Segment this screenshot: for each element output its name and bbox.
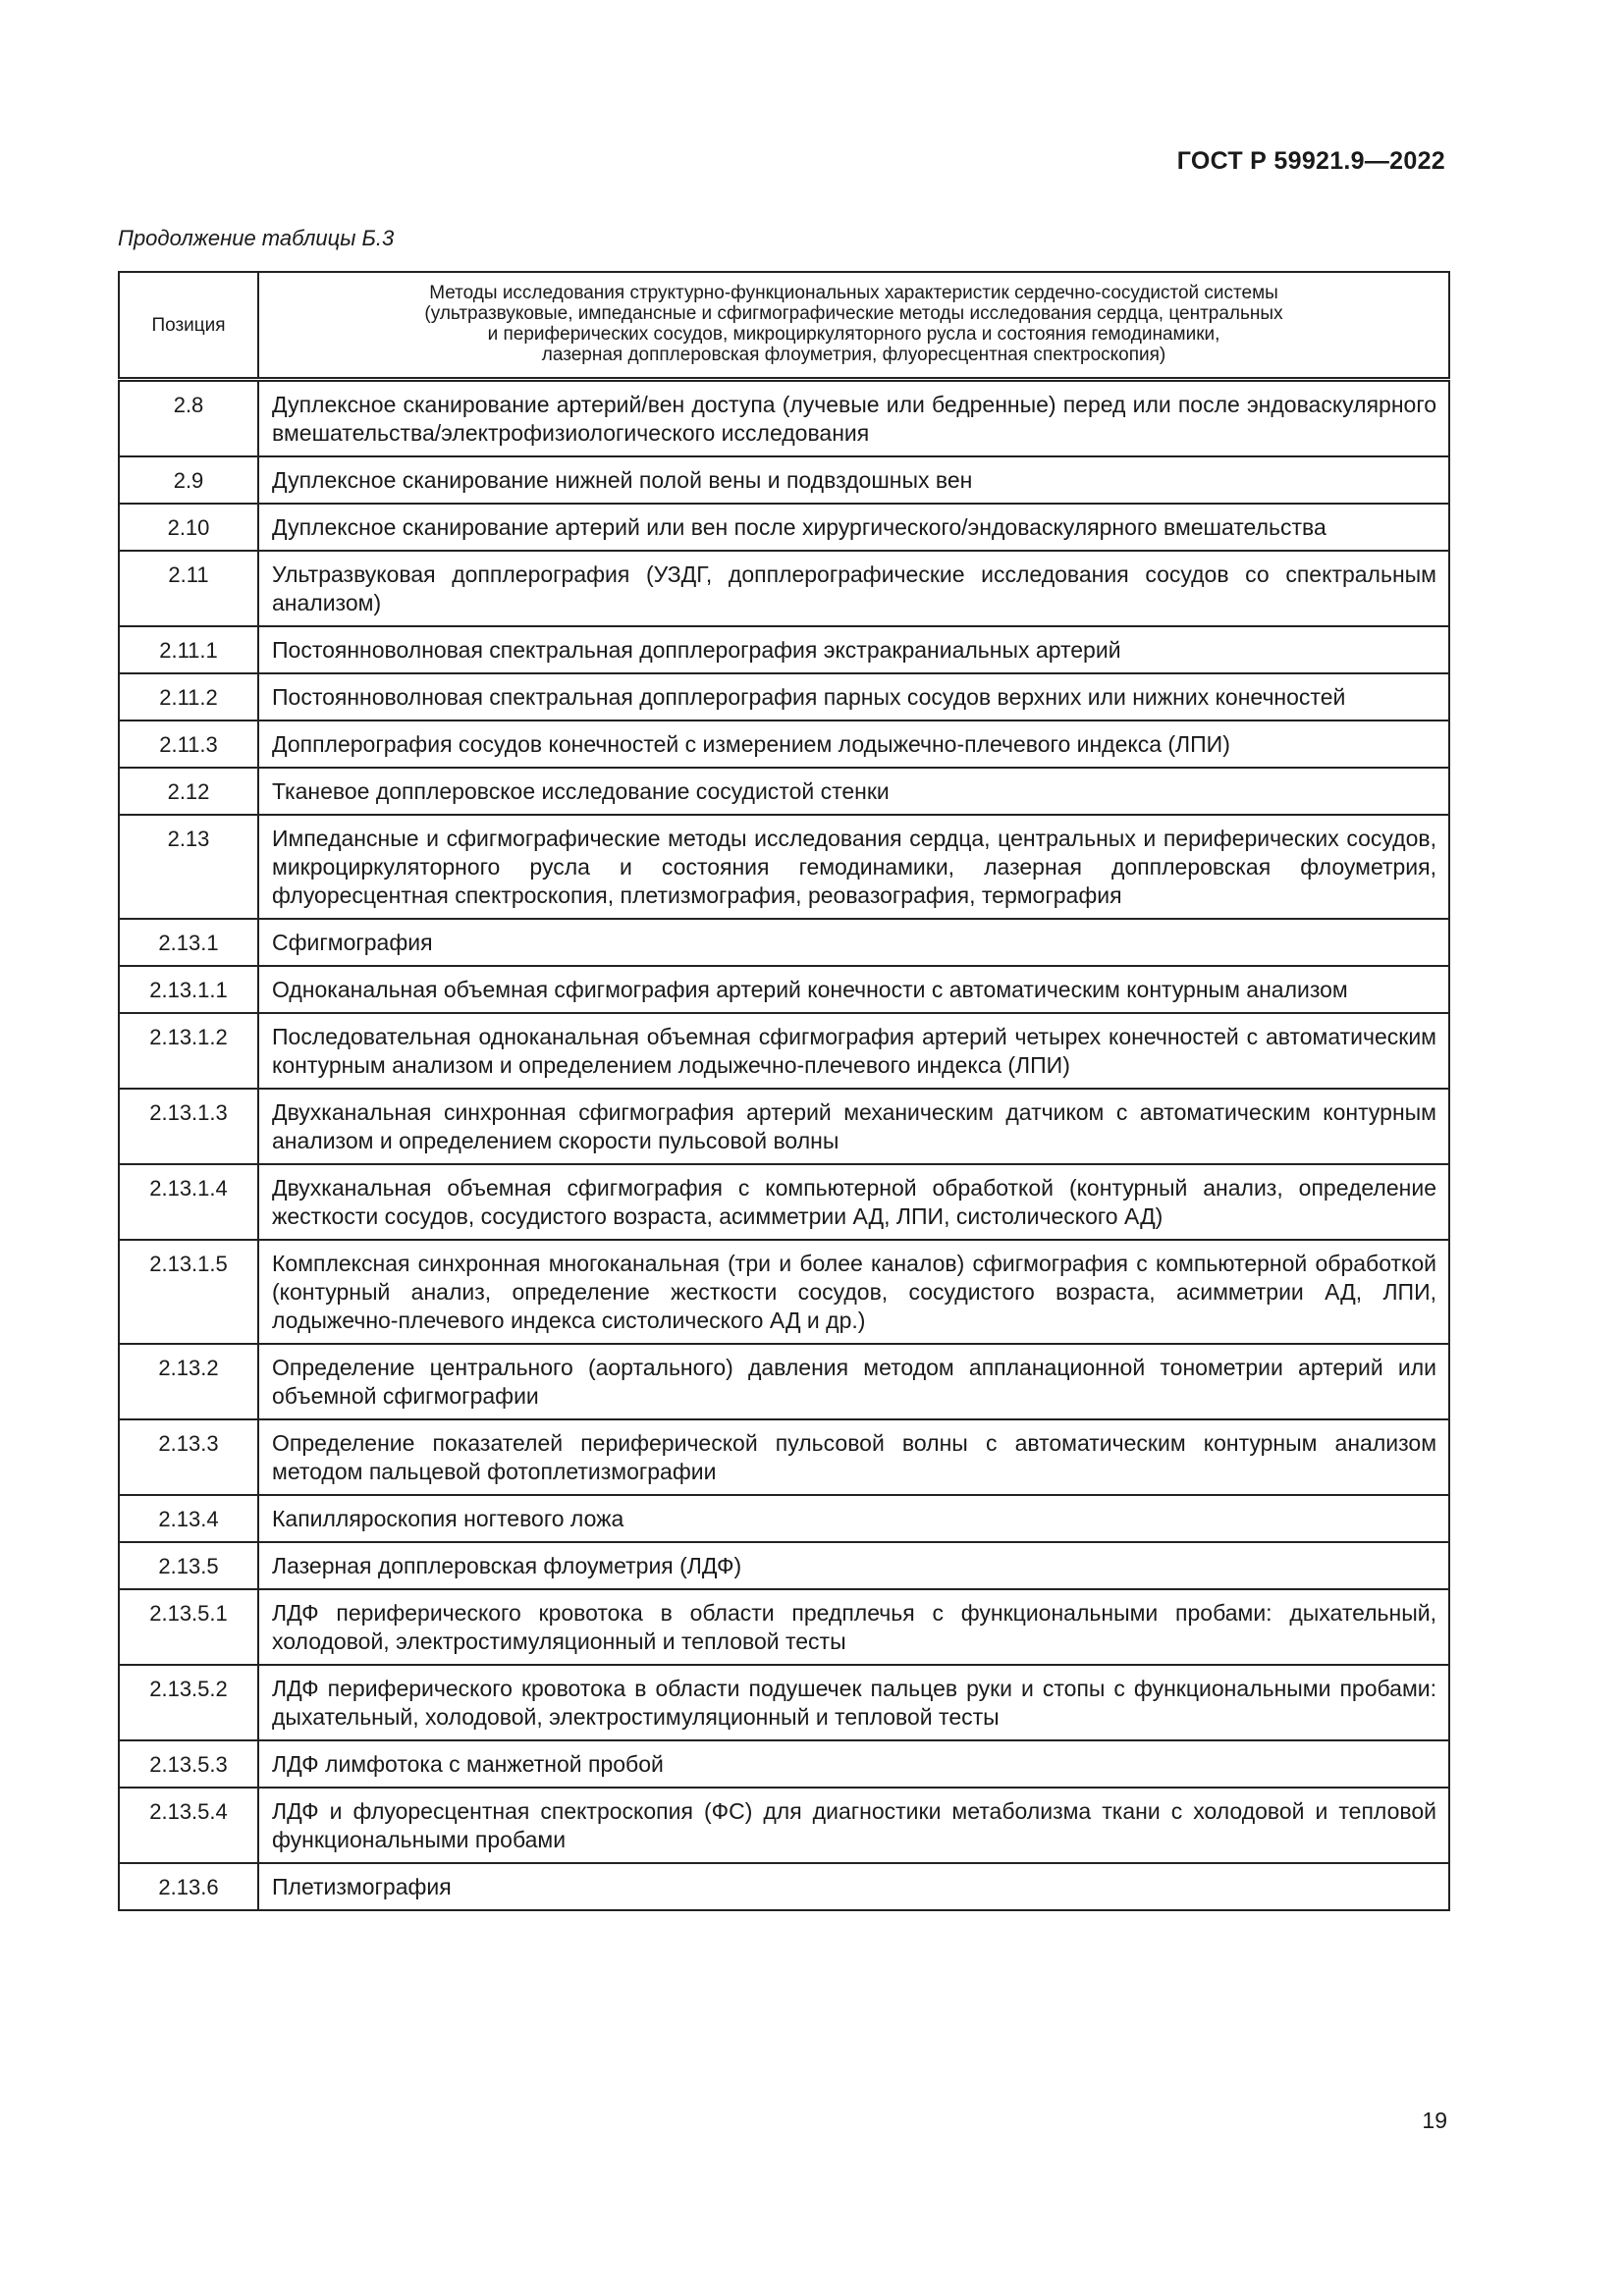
row-position: 2.11.2 xyxy=(119,673,258,721)
row-method: ЛДФ лимфотока с манжетной пробой xyxy=(258,1740,1449,1788)
row-method: Двухканальная синхронная сфигмография артерий механическим датчиком с автоматическим контурным анализом и определением скорости пульсовой волны xyxy=(258,1089,1449,1164)
header-position: Позиция xyxy=(119,272,258,380)
row-position: 2.13.6 xyxy=(119,1863,258,1910)
table-row xyxy=(119,1164,1449,1240)
row-method: Ультразвуковая допплерография (УЗДГ, допплерографические исследования сосудов со спектральным анализом) xyxy=(258,551,1449,626)
table-row xyxy=(119,721,1449,768)
header-methods-line: (ультразвуковые, импедансные и сфигмографические методы исследования сердца, центральных xyxy=(424,303,1283,324)
row-position: 2.13.1.2 xyxy=(119,1013,258,1089)
row-method: Постоянноволновая спектральная допплерография парных сосудов верхних или нижних конечностей xyxy=(258,673,1449,721)
row-position: 2.13.1.3 xyxy=(119,1089,258,1164)
row-position: 2.13.5.4 xyxy=(119,1788,258,1863)
row-position: 2.11.3 xyxy=(119,721,258,768)
row-position: 2.12 xyxy=(119,768,258,815)
row-position: 2.13.2 xyxy=(119,1344,258,1419)
row-method: Допплерография сосудов конечностей с измерением лодыжечно-плечевого индекса (ЛПИ) xyxy=(258,721,1449,768)
row-method: Одноканальная объемная сфигмография артерий конечности с автоматическим контурным анализом xyxy=(258,966,1449,1013)
document-code: ГОСТ Р 59921.9—2022 xyxy=(1176,147,1445,175)
row-method: ЛДФ периферического кровотока в области предплечья с функциональными пробами: дыхательный, холодовой, электростимуляционный и тепловой тесты xyxy=(258,1589,1449,1665)
row-method: Последовательная одноканальная объемная сфигмография артерий четырех конечностей с автоматическим контурным анализом и определением лодыжечно-плечевого индекса (ЛПИ) xyxy=(258,1013,1449,1089)
row-method: Дуплексное сканирование нижней полой вены и подвздошных вен xyxy=(258,456,1449,504)
row-method: Тканевое допплеровское исследование сосудистой стенки xyxy=(258,768,1449,815)
table-row xyxy=(119,626,1449,673)
row-method: Комплексная синхронная многоканальная (три и более каналов) сфигмография с компьютерной обработкой (контурный анализ, определение жесткости сосудов, сосудистого возраста, асимметрии АД, ЛПИ, лодыжечно-плечевого индекса систолического АД и др.) xyxy=(258,1240,1449,1344)
table-header-row xyxy=(119,272,1449,380)
table-row xyxy=(119,1863,1449,1910)
header-methods-line: и периферических сосудов, микроциркуляторного русла и состояния гемодинамики, xyxy=(487,324,1220,345)
header-methods-line: лазерная допплеровская флоуметрия, флуоресцентная спектроскопия) xyxy=(541,345,1166,365)
row-method: Определение показателей периферической пульсовой волны с автоматическим контурным анализом методом пальцевой фотоплетизмографии xyxy=(258,1419,1449,1495)
row-position: 2.13.4 xyxy=(119,1495,258,1542)
row-method: Капилляроскопия ногтевого ложа xyxy=(258,1495,1449,1542)
row-position: 2.9 xyxy=(119,456,258,504)
table-row xyxy=(119,673,1449,721)
row-position: 2.13 xyxy=(119,815,258,919)
table-row xyxy=(119,1419,1449,1495)
row-position: 2.13.3 xyxy=(119,1419,258,1495)
row-position: 2.13.5.2 xyxy=(119,1665,258,1740)
row-method: Дуплексное сканирование артерий или вен после хирургического/эндоваскулярного вмешательства xyxy=(258,504,1449,551)
row-method: Импедансные и сфигмографические методы исследования сердца, центральных и периферических сосудов, микроциркуляторного русла и состояния гемодинамики, лазерная допплеровская флоуметрия, флуоресцентная спектроскопия, плетизмография, реовазография, термография xyxy=(258,815,1449,919)
table-row xyxy=(119,919,1449,966)
table-row xyxy=(119,1665,1449,1740)
methods-table xyxy=(118,271,1450,1911)
header-methods xyxy=(258,272,1449,380)
table-row xyxy=(119,1344,1449,1419)
table-row xyxy=(119,1788,1449,1863)
table-row xyxy=(119,456,1449,504)
row-position: 2.8 xyxy=(119,380,258,457)
table-row xyxy=(119,1495,1449,1542)
table-row xyxy=(119,504,1449,551)
row-method: Лазерная допплеровская флоуметрия (ЛДФ) xyxy=(258,1542,1449,1589)
table-row xyxy=(119,1740,1449,1788)
table-caption: Продолжение таблицы Б.3 xyxy=(118,226,395,250)
row-position: 2.13.1.1 xyxy=(119,966,258,1013)
table-row xyxy=(119,1240,1449,1344)
row-method: Двухканальная объемная сфигмография с компьютерной обработкой (контурный анализ, определение жесткости сосудов, сосудистого возраста, асимметрии АД, ЛПИ, систолического АД) xyxy=(258,1164,1449,1240)
row-position: 2.11 xyxy=(119,551,258,626)
table-row xyxy=(119,966,1449,1013)
row-position: 2.10 xyxy=(119,504,258,551)
table-row xyxy=(119,1089,1449,1164)
table-row xyxy=(119,1589,1449,1665)
table-row xyxy=(119,551,1449,626)
row-method: Постоянноволновая спектральная допплерография экстракраниальных артерий xyxy=(258,626,1449,673)
row-position: 2.13.5.1 xyxy=(119,1589,258,1665)
row-method: Плетизмография xyxy=(258,1863,1449,1910)
row-method: ЛДФ периферического кровотока в области подушечек пальцев руки и стопы с функциональными пробами: дыхательный, холодовой, электростимуляционный и тепловой тесты xyxy=(258,1665,1449,1740)
row-position: 2.11.1 xyxy=(119,626,258,673)
row-method: Дуплексное сканирование артерий/вен доступа (лучевые или бедренные) перед или после эндоваскулярного вмешательства/электрофизиологического исследования xyxy=(258,380,1449,457)
row-position: 2.13.1.4 xyxy=(119,1164,258,1240)
row-position: 2.13.5.3 xyxy=(119,1740,258,1788)
table-row xyxy=(119,1013,1449,1089)
table-row xyxy=(119,815,1449,919)
header-methods-line: Методы исследования структурно-функциональных характеристик сердечно-сосудистой системы xyxy=(429,283,1278,303)
row-position: 2.13.5 xyxy=(119,1542,258,1589)
table-row xyxy=(119,768,1449,815)
row-position: 2.13.1 xyxy=(119,919,258,966)
table-row xyxy=(119,380,1449,457)
page-number: 19 xyxy=(1422,2108,1447,2133)
row-position: 2.13.1.5 xyxy=(119,1240,258,1344)
row-method: ЛДФ и флуоресцентная спектроскопия (ФС) для диагностики метаболизма ткани с холодовой и тепловой функциональными пробами xyxy=(258,1788,1449,1863)
row-method: Определение центрального (аортального) давления методом аппланационной тонометрии артерий или объемной сфигмографии xyxy=(258,1344,1449,1419)
row-method: Сфигмография xyxy=(258,919,1449,966)
table-body xyxy=(119,380,1449,1911)
table-row xyxy=(119,1542,1449,1589)
